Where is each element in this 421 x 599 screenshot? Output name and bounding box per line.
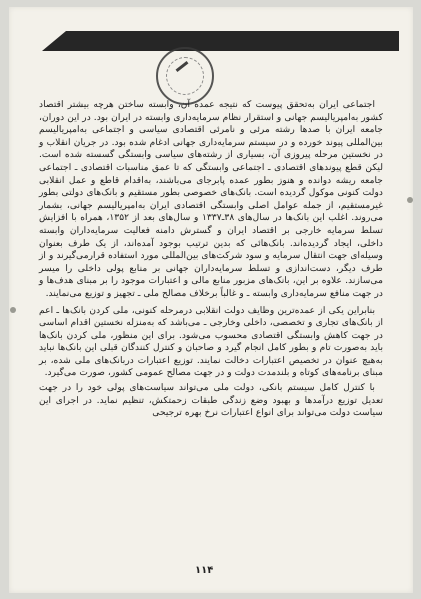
punch-hole-mark <box>407 197 413 203</box>
body-text <box>39 99 383 420</box>
library-stamp <box>156 47 214 105</box>
paragraph-1: اجتماعی ایران به‌تحقق پیوست که نتیجه عمده آن، وابسته ساختن هرچه بیشتر اقتصاد کشور به‌امپریالیسم جهانی و استقرار نظام سرمایه‌داری وابسته در ایران بود. در این دوران، جامعه ایران با صدها رشته مرئی و نامرئی اقتصادی سیاسی و اجتماعی به‌امپریالیسم بین‌المللی پیوند خورده و در سیستم سرمایه‌داری جهانی ادغام شده بود. در جریان انقلاب و در نخستین مرحله پیروزی آن، بسیاری از رشته‌های سیاسی وابستگی گسسته شده است. لیکن قطع پیوندهای اقتصادی ـ اجتماعی وابستگی که تا عمق مناسبات اقتصادی ـ اجتماعی جامعه ریشه دوانده و هنوز بطور عمده پابرجای می‌باشند، به‌اقدام قاطع و عمل انقلابی دولت کنونی موکول گردیده است. بانک‌های خصوصی بطور مستقیم و بانک‌های دولتی بطور غیرمستقیم، از جمله عوامل اصلی وابستگی اقتصادی ایران به‌امپریالیسم جهانی، بشمار می‌روند. اغلب این بانک‌ها در سال‌های ۳۸ـ۱۳۳۷ و سال‌های بعد از ۱۳۵۲، همراه با افزایش تسلط سرمایه خارجی بر اقتصاد ایران و گسترش دامنه فعالیت سرمایه‌داران وابسته داخلی، ایجاد گردیده‌اند. بانک‌هائی که بدین ترتیب بوجود آمده‌اند، از یک طرف بعنوان وسیله‌ای جهت انتقال سرمایه و سود شرکت‌های بین‌المللی مورد استفاده قرارمی‌گیرند و از طرف دیگر، دست‌اندازی و تسلط سرمایه‌داران جهانی بر منابع پولی داخلی را میسر می‌سازند. علاوه بر این، بانک‌های مزبور منابع مالی و اعتبارات موجود را بر مبنای هدف‌ها و در جهت منافع سرمایه‌داری وابسته ـ و غالباً برخلاف مصالح ملی ـ تجهیز و توزیع می‌نمایند. <box>39 99 383 299</box>
scanned-page <box>9 7 413 593</box>
punch-hole-mark <box>10 307 16 313</box>
paragraph-3: با کنترل کامل سیستم بانکی، دولت ملی می‌تواند سیاست‌های پولی خود را در جهت تعدیل توزیع درآمدها و بهبود وضع زندگی طبقات زحمتکش، تنظیم نماید. در اجرای این سیاست دولت می‌تواند برای انواع اعتبارات نرخ بهره ترجیحی <box>39 382 383 419</box>
paragraph-2: بنابراین یکی از عمده‌ترین وظایف دولت انقلابی درمرحله کنونی، ملی کردن بانک‌ها ـ اعم از بانک‌های تجاری و تخصصی، داخلی وخارجی ـ می‌باشد که به‌منزله نخستین اقدام اساسی در جهت کاهش وابستگی اقتصادی محسوب می‌شود. برای این منظور، ملی کردن بانک‌ها باید به‌صورت تام و بطور کامل انجام گیرد و صاحبان و کنترل کنندگان قبلی این بانک‌ها نباید به‌هیچ عنوان در تخصیص اعتبارات دخالت نمایند. توزیع اعتبارات دربانک‌های ملی شده، بر مبنای برنامه‌های کوتاه و بلندمدت دولت و در جهت مصالح عمومی کشور، صورت می‌گیرد. <box>39 304 383 379</box>
page-number: ۱۱۴ <box>195 565 214 576</box>
header-bar <box>42 31 399 51</box>
